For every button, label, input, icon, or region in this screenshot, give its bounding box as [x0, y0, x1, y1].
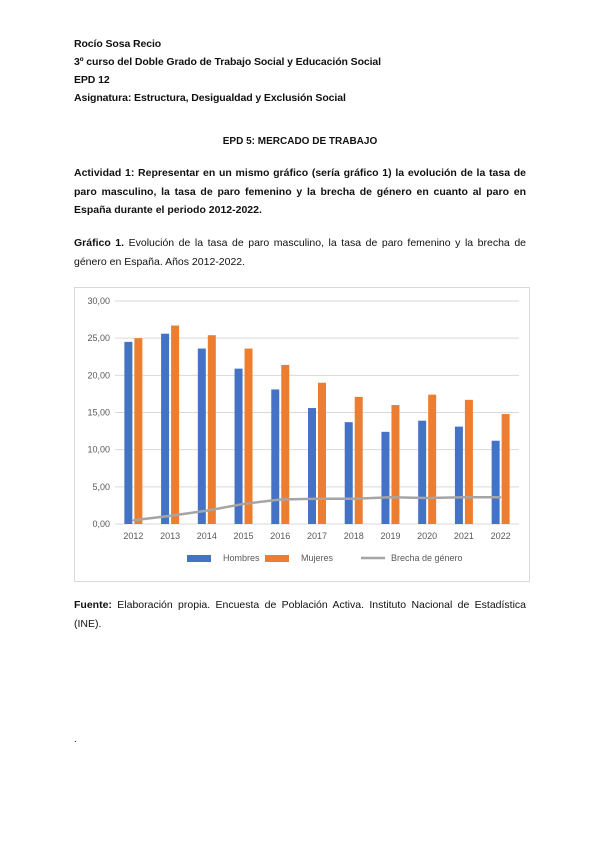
author-name: Rocío Sosa Recio	[74, 38, 162, 50]
x-tick-label: 2022	[490, 531, 511, 541]
brecha-point-2019	[390, 496, 392, 498]
footer-mark: .	[74, 734, 77, 745]
brecha-point-2017	[316, 498, 318, 500]
legend-swatch-mujeres	[265, 555, 289, 562]
brecha-point-2012	[133, 519, 135, 521]
brecha-line	[133, 497, 500, 520]
bar-hombres-2012	[124, 342, 132, 524]
bar-hombres-2017	[308, 408, 316, 524]
bar-hombres-2015	[235, 369, 243, 524]
x-tick-label: 2020	[417, 531, 438, 541]
activity-label: Actividad 1:	[74, 167, 135, 179]
brecha-point-2013	[169, 515, 171, 517]
bar-hombres-2021	[455, 427, 463, 524]
page-title: EPD 5: MERCADO DE TRABAJO	[222, 136, 378, 147]
bar-mujeres-2013	[171, 326, 179, 524]
legend-label: Hombres	[223, 553, 260, 563]
activity-paragraph	[74, 164, 526, 220]
activity-text: Representar en un mismo gráfico (sería gráfico 1) la evolución de la tasa de paro masculino, la tasa de paro femenino y la brecha de género en cuanto al paro en España durante el periodo 2012-2022.	[74, 167, 526, 216]
brecha-point-2022	[500, 496, 502, 498]
brecha-point-2018	[353, 498, 355, 500]
course-line: 3º curso del Doble Grado de Trabajo Social y Educación Social	[74, 56, 381, 68]
brecha-point-2015	[243, 503, 245, 505]
legend-swatch-hombres	[187, 555, 211, 562]
chart-container	[74, 287, 530, 582]
x-tick-label: 2014	[196, 531, 217, 541]
bar-hombres-2016	[271, 389, 279, 524]
x-tick-label: 2019	[380, 531, 401, 541]
x-tick-label: 2017	[306, 531, 328, 541]
caption-label: Gráfico 1.	[74, 237, 125, 249]
bar-hombres-2018	[345, 422, 353, 524]
bar-mujeres-2018	[355, 397, 363, 524]
bar-mujeres-2015	[245, 349, 253, 524]
caption-text: Evolución de la tasa de paro masculino, la tasa de paro femenino y la brecha de género en España. Años 2012-2022.	[74, 237, 526, 268]
brecha-point-2016	[279, 499, 281, 501]
bar-mujeres-2012	[134, 338, 142, 524]
brecha-point-2014	[206, 510, 208, 512]
y-tick-label: 0,00	[92, 519, 110, 529]
bar-hombres-2022	[492, 441, 500, 524]
bar-mujeres-2019	[391, 405, 399, 524]
x-tick-label: 2016	[270, 531, 291, 541]
brecha-point-2020	[426, 497, 428, 499]
bar-hombres-2019	[381, 432, 389, 524]
bar-mujeres-2017	[318, 383, 326, 524]
bar-hombres-2013	[161, 334, 169, 524]
y-tick-label: 10,00	[87, 444, 110, 455]
x-tick-label: 2021	[453, 531, 474, 541]
x-tick-label: 2015	[233, 531, 254, 541]
bar-hombres-2014	[198, 349, 206, 524]
unemployment-chart	[75, 288, 529, 581]
bar-mujeres-2022	[502, 414, 510, 524]
source-text: Elaboración propia. Encuesta de Población Activa. Instituto Nacional de Estadística (INE).	[74, 599, 527, 630]
x-tick-label: 2013	[160, 531, 181, 541]
legend-label: Mujeres	[301, 553, 334, 563]
bar-mujeres-2021	[465, 400, 473, 524]
bar-hombres-2020	[418, 421, 426, 524]
y-tick-label: 25,00	[87, 333, 110, 344]
bar-mujeres-2014	[208, 335, 216, 524]
y-tick-label: 15,00	[87, 407, 110, 418]
y-tick-label: 20,00	[87, 370, 110, 381]
legend-label: Brecha de género	[391, 553, 463, 563]
subject-line: Asignatura: Estructura, Desigualdad y Exclusión Social	[74, 92, 346, 104]
source-label: Fuente:	[74, 599, 112, 611]
x-tick-label: 2018	[343, 531, 364, 541]
y-tick-label: 5,00	[92, 481, 110, 492]
source-paragraph	[74, 596, 526, 633]
bar-mujeres-2020	[428, 395, 436, 524]
chart-caption	[74, 234, 526, 271]
x-tick-label: 2012	[123, 531, 144, 541]
brecha-point-2021	[463, 496, 465, 498]
group-line: EPD 12	[74, 74, 110, 86]
y-tick-label: 30,00	[87, 296, 110, 306]
